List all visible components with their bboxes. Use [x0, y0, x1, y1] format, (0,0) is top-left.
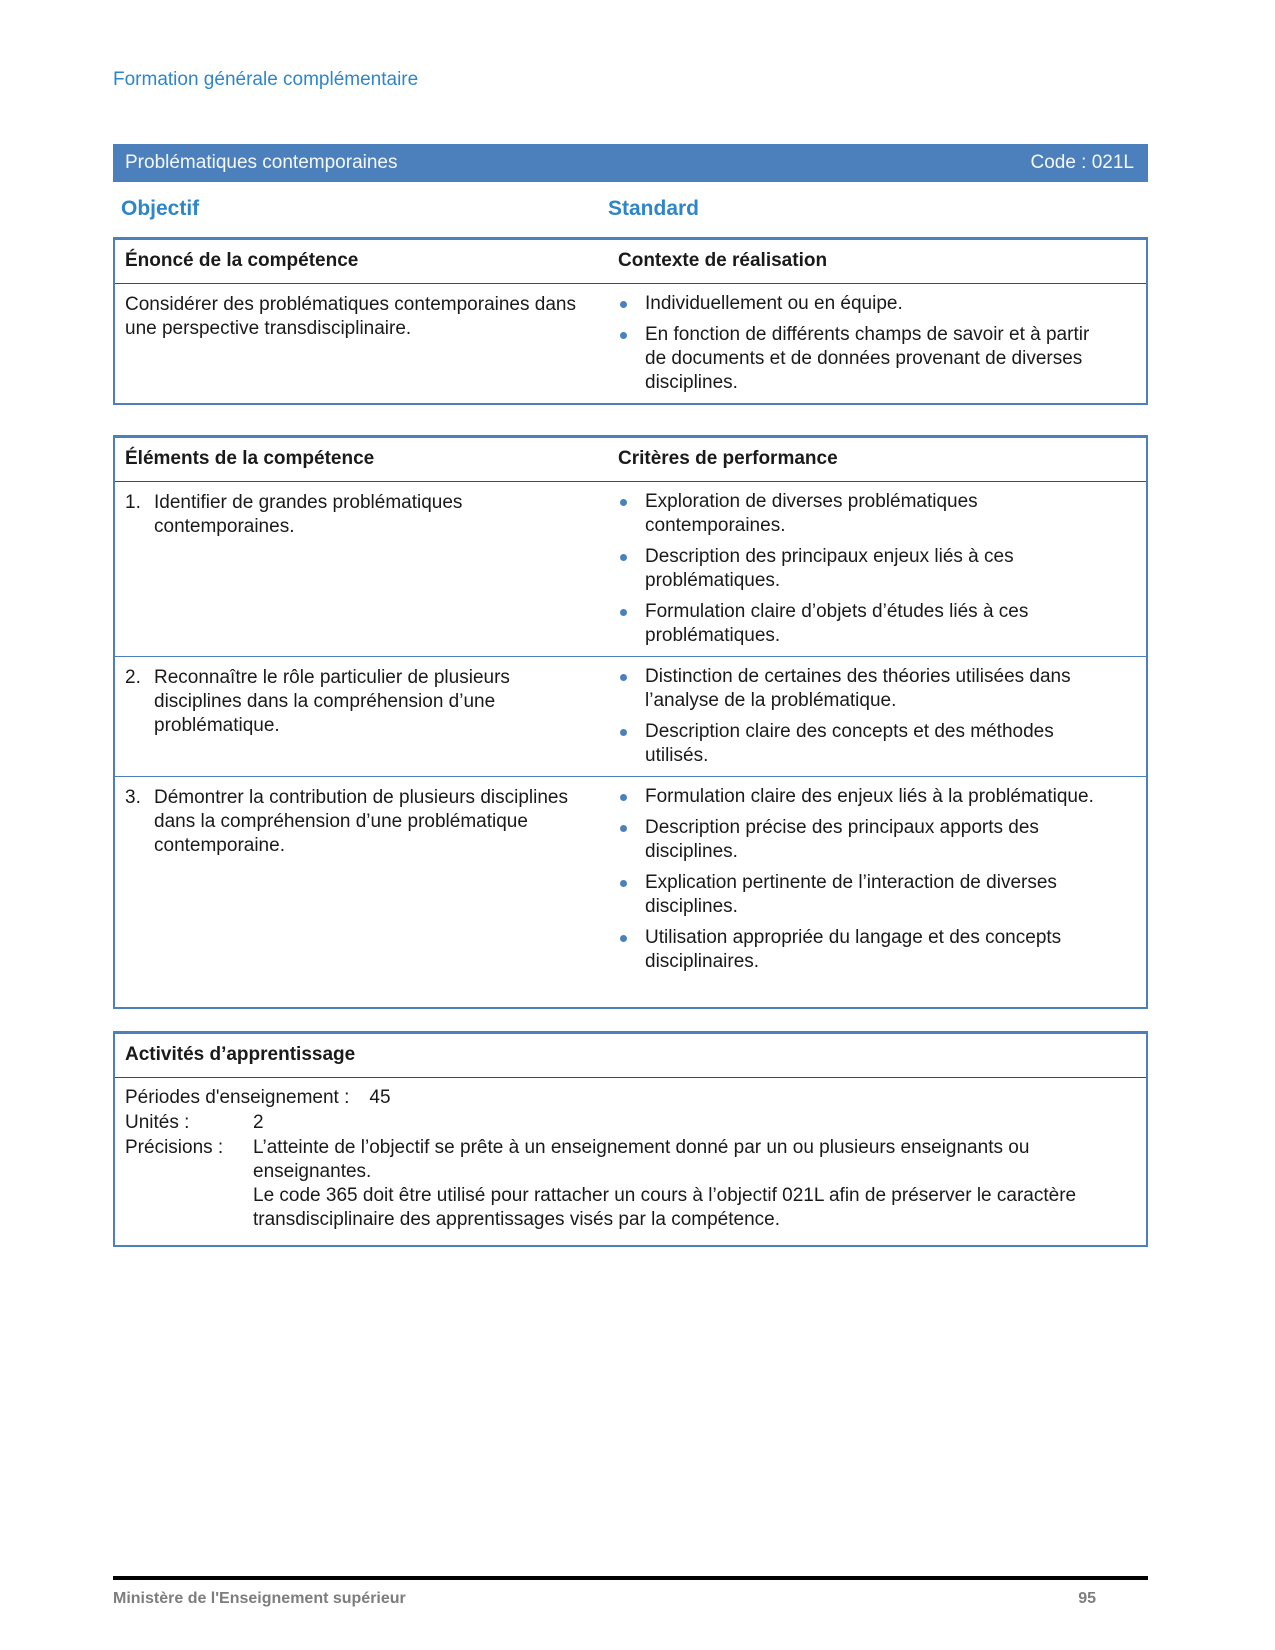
competency-header-right: Contexte de réalisation: [618, 250, 828, 271]
criteria-bullet-list: [608, 482, 1146, 656]
list-item: [608, 816, 1110, 864]
element-cell: [115, 482, 608, 656]
bullet-text: Description des principaux enjeux liés à ces problématiques.: [645, 546, 1014, 591]
criteria-bullet-list: [608, 777, 1146, 1007]
objectif-heading: Objectif: [121, 197, 200, 220]
bullet-icon: [620, 935, 627, 942]
table-row: [115, 482, 1146, 657]
element-text: Démontrer la contribution de plusieurs disciplines dans la compréhension d’une problématique contemporaine.: [154, 787, 568, 856]
units-value: 2: [253, 1112, 264, 1133]
competency-table-header: [115, 240, 1146, 284]
list-item: [608, 600, 1110, 648]
list-item: [608, 720, 1110, 768]
competency-header-left: Énoncé de la compétence: [125, 250, 359, 271]
list-item: [608, 785, 1110, 809]
bullet-text: Distinction de certaines des théories utilisées dans l’analyse de la problématique.: [645, 666, 1071, 711]
list-item: [608, 926, 1110, 974]
bullet-text: En fonction de différents champs de savoir et à partir de documents et de données provenant de diverses disciplines.: [645, 324, 1090, 393]
table-row: [115, 657, 1146, 777]
periods-label: Périodes d'enseignement :: [125, 1087, 350, 1108]
activities-units-row: [125, 1111, 1132, 1135]
page-content: [113, 0, 1148, 1247]
elements-header-right: Critères de performance: [618, 448, 838, 469]
precisions-paragraph: L’atteinte de l’objectif se prête à un enseignement donné par un ou plusieurs enseignants ou enseignantes.: [253, 1137, 1030, 1182]
bullet-icon: [620, 880, 627, 887]
precisions-value: [253, 1136, 1132, 1232]
bullet-text: Description précise des principaux apports des disciplines.: [645, 817, 1039, 862]
bullet-text: Formulation claire des enjeux liés à la problématique.: [645, 786, 1094, 807]
competency-statement: Considérer des problématiques contemporaines dans une perspective transdisciplinaire.: [125, 294, 576, 339]
list-item: [608, 490, 1110, 538]
element-cell: [115, 777, 608, 1007]
bullet-text: Explication pertinente de l’interaction de diverses disciplines.: [645, 872, 1057, 917]
bullet-icon: [620, 332, 627, 339]
criteria-bullet-list: [608, 657, 1146, 776]
element-number: 2.: [125, 667, 141, 688]
periods-value: 45: [369, 1087, 391, 1108]
bullet-text: Individuellement ou en équipe.: [645, 293, 903, 314]
list-item: [608, 545, 1110, 593]
precisions-paragraph: Le code 365 doit être utilisé pour rattacher un cours à l’objectif 021L afin de préserver le caractère transdisciplinaire des apprentissages visés par la compétence.: [253, 1185, 1077, 1230]
list-item: [608, 323, 1110, 395]
bullet-icon: [620, 609, 627, 616]
context-bullet-list: [608, 284, 1146, 403]
elements-header-left: Éléments de la compétence: [125, 448, 375, 469]
elements-table: [113, 435, 1148, 1009]
competency-row: [115, 284, 1146, 403]
element-text: Identifier de grandes problématiques contemporaines.: [154, 492, 463, 537]
activities-periods-row: [125, 1086, 1132, 1110]
bullet-icon: [620, 674, 627, 681]
standard-heading: Standard: [608, 197, 700, 220]
element-text: Reconnaître le rôle particulier de plusieurs disciplines dans la compréhension d’une problématique.: [154, 667, 510, 736]
bullet-icon: [620, 554, 627, 561]
units-label: Unités :: [125, 1112, 190, 1133]
precisions-label: Précisions :: [125, 1137, 224, 1158]
activities-table: [113, 1031, 1148, 1247]
bullet-text: Exploration de diverses problématiques contemporaines.: [645, 491, 978, 536]
element-number: 1.: [125, 492, 141, 513]
competency-table: [113, 237, 1148, 405]
bullet-icon: [620, 794, 627, 801]
list-item: [608, 665, 1110, 713]
section-label: Formation générale complémentaire: [113, 69, 419, 90]
banner-title: Problématiques contemporaines: [125, 152, 398, 173]
page-number: 95: [1078, 1590, 1096, 1607]
column-headings: [113, 197, 1148, 221]
bullet-icon: [620, 729, 627, 736]
bullet-text: Utilisation appropriée du langage et des concepts disciplinaires.: [645, 927, 1062, 972]
list-item: [608, 871, 1110, 919]
table-row: [115, 777, 1146, 1007]
banner-code: Code : 021L: [1030, 152, 1134, 173]
bullet-text: Formulation claire d’objets d’études liés à ces problématiques.: [645, 601, 1029, 646]
bullet-text: Description claire des concepts et des méthodes utilisés.: [645, 721, 1054, 766]
elements-table-header: [115, 438, 1146, 482]
element-number: 3.: [125, 787, 141, 808]
bullet-icon: [620, 301, 627, 308]
activities-body: [115, 1078, 1146, 1245]
page-footer: [113, 1576, 1148, 1611]
activities-precisions-row: [125, 1136, 1132, 1232]
bullet-icon: [620, 825, 627, 832]
course-banner: [113, 144, 1148, 182]
list-item: [608, 292, 1110, 316]
bullet-icon: [620, 499, 627, 506]
element-cell: [115, 657, 608, 776]
footer-ministry: Ministère de l'Enseignement supérieur: [113, 1590, 406, 1607]
activities-header: Activités d’apprentissage: [115, 1034, 1146, 1078]
